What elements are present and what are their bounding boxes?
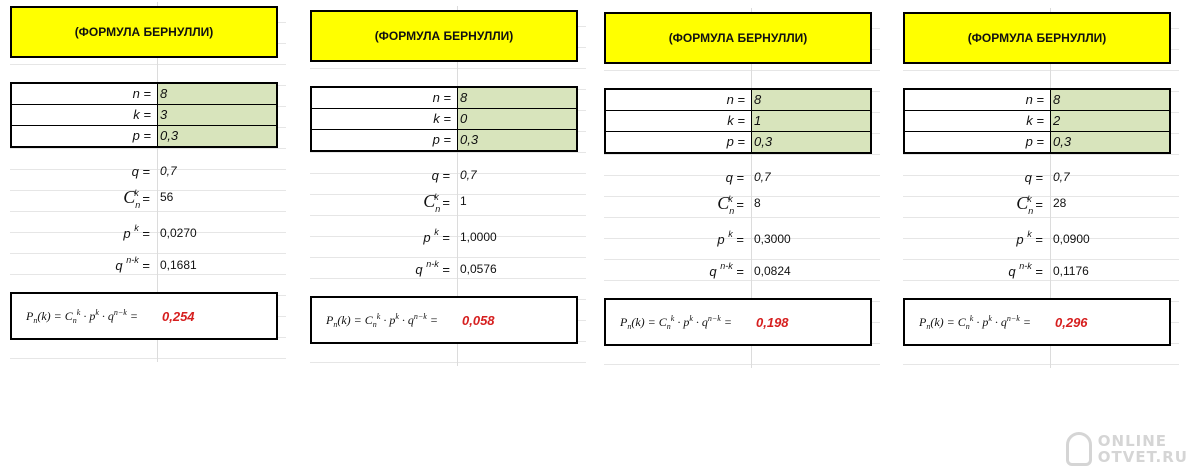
n-label: n = — [905, 90, 1051, 110]
k-input[interactable]: 2 — [1051, 111, 1169, 131]
combination-label: $C_n^k$ = — [123, 186, 150, 210]
p-label: p = — [606, 132, 752, 152]
q-label: q = — [131, 163, 150, 179]
panel-title: (ФОРМУЛА БЕРНУЛЛИ) — [604, 12, 872, 64]
bernoulli-formula: $P_n(k) = C_n^k \cdot p^k \cdot q^{n-k}$ = — [26, 307, 138, 325]
bernoulli-formula: $P_n(k) = C_n^k \cdot p^k \cdot q^{n-k}$ = — [919, 313, 1031, 331]
qnk-value: 0,1681 — [160, 258, 197, 272]
watermark — [1066, 432, 1188, 466]
result-value: 0,198 — [756, 314, 789, 330]
combination-value: 28 — [1053, 196, 1067, 210]
combination-value: 1 — [460, 194, 467, 208]
input-block — [310, 86, 578, 152]
p-input[interactable]: 0,3 — [158, 126, 276, 146]
result-block — [604, 298, 872, 346]
qnk-row — [310, 258, 578, 280]
lightbulb-icon — [1066, 432, 1092, 466]
pk-value: 0,3000 — [754, 232, 791, 246]
combination-label: $C_n^k$ = — [717, 192, 744, 216]
k-input[interactable]: 0 — [458, 109, 576, 129]
q-row — [604, 166, 872, 188]
p-label: p = — [312, 130, 458, 150]
watermark-line-1: ONLINE — [1097, 432, 1168, 450]
n-label: n = — [312, 88, 458, 108]
qnk-value: 0,1176 — [1053, 264, 1089, 278]
result-block — [310, 296, 578, 344]
combination-row — [604, 192, 872, 214]
k-label: k = — [905, 111, 1051, 131]
pk-value: 0,0900 — [1053, 232, 1090, 246]
combination-value: 56 — [160, 190, 174, 204]
pk-label: p $^k$ = — [717, 228, 744, 247]
qnk-row — [903, 260, 1171, 282]
pk-row — [903, 228, 1171, 250]
qnk-row — [604, 260, 872, 282]
q-row — [10, 160, 278, 182]
p-label: p = — [905, 132, 1051, 152]
combination-row — [903, 192, 1171, 214]
n-input[interactable]: 8 — [458, 88, 576, 108]
input-block — [10, 82, 278, 148]
panel-title: (ФОРМУЛА БЕРНУЛЛИ) — [903, 12, 1171, 64]
combination-label: $C_n^k$ = — [423, 190, 450, 214]
panel-title: (ФОРМУЛА БЕРНУЛЛИ) — [10, 6, 278, 58]
qnk-label: q $^{n-k}$ = — [415, 258, 450, 277]
pk-value: 1,0000 — [460, 230, 497, 244]
p-input[interactable]: 0,3 — [752, 132, 870, 152]
qnk-label: q $^{n-k}$ = — [1008, 260, 1043, 279]
n-input[interactable]: 8 — [1051, 90, 1169, 110]
q-value: 0,7 — [160, 164, 177, 178]
k-label: k = — [12, 105, 158, 125]
panel-3 — [604, 8, 880, 368]
q-value: 0,7 — [754, 170, 771, 184]
p-input[interactable]: 0,3 — [1051, 132, 1169, 152]
pk-label: p $^k$ = — [123, 222, 150, 241]
p-label: p = — [12, 126, 158, 146]
q-value: 0,7 — [1053, 170, 1070, 184]
qnk-value: 0,0576 — [460, 262, 497, 276]
qnk-label: q $^{n-k}$ = — [709, 260, 744, 279]
result-value: 0,296 — [1055, 314, 1088, 330]
bernoulli-formula: $P_n(k) = C_n^k \cdot p^k \cdot q^{n-k}$ = — [620, 313, 732, 331]
q-label: q = — [1024, 169, 1043, 185]
bernoulli-formula: $P_n(k) = C_n^k \cdot p^k \cdot q^{n-k}$ = — [326, 311, 438, 329]
result-value: 0,254 — [162, 308, 195, 324]
pk-row — [604, 228, 872, 250]
qnk-row — [10, 254, 278, 276]
pk-row — [310, 226, 578, 248]
combination-value: 8 — [754, 196, 761, 210]
pk-value: 0,0270 — [160, 226, 197, 240]
panel-2 — [310, 6, 586, 366]
result-block — [903, 298, 1171, 346]
combination-row — [310, 190, 578, 212]
p-input[interactable]: 0,3 — [458, 130, 576, 150]
q-label: q = — [431, 167, 450, 183]
pk-row — [10, 222, 278, 244]
pk-label: p $^k$ = — [423, 226, 450, 245]
k-label: k = — [606, 111, 752, 131]
combination-label: $C_n^k$ = — [1016, 192, 1043, 216]
watermark-line-2: OTVET.RU — [1097, 448, 1188, 466]
qnk-label: q $^{n-k}$ = — [115, 254, 150, 273]
k-input[interactable]: 3 — [158, 105, 276, 125]
panel-1 — [10, 2, 286, 362]
q-value: 0,7 — [460, 168, 477, 182]
n-label: n = — [12, 84, 158, 104]
panel-4 — [903, 8, 1179, 368]
combination-row — [10, 186, 278, 208]
n-input[interactable]: 8 — [752, 90, 870, 110]
q-row — [903, 166, 1171, 188]
q-label: q = — [725, 169, 744, 185]
pk-label: p $^k$ = — [1016, 228, 1043, 247]
n-label: n = — [606, 90, 752, 110]
n-input[interactable]: 8 — [158, 84, 276, 104]
result-value: 0,058 — [462, 312, 495, 328]
input-block — [903, 88, 1171, 154]
k-label: k = — [312, 109, 458, 129]
q-row — [310, 164, 578, 186]
result-block — [10, 292, 278, 340]
panel-title: (ФОРМУЛА БЕРНУЛЛИ) — [310, 10, 578, 62]
k-input[interactable]: 1 — [752, 111, 870, 131]
qnk-value: 0,0824 — [754, 264, 791, 278]
input-block — [604, 88, 872, 154]
